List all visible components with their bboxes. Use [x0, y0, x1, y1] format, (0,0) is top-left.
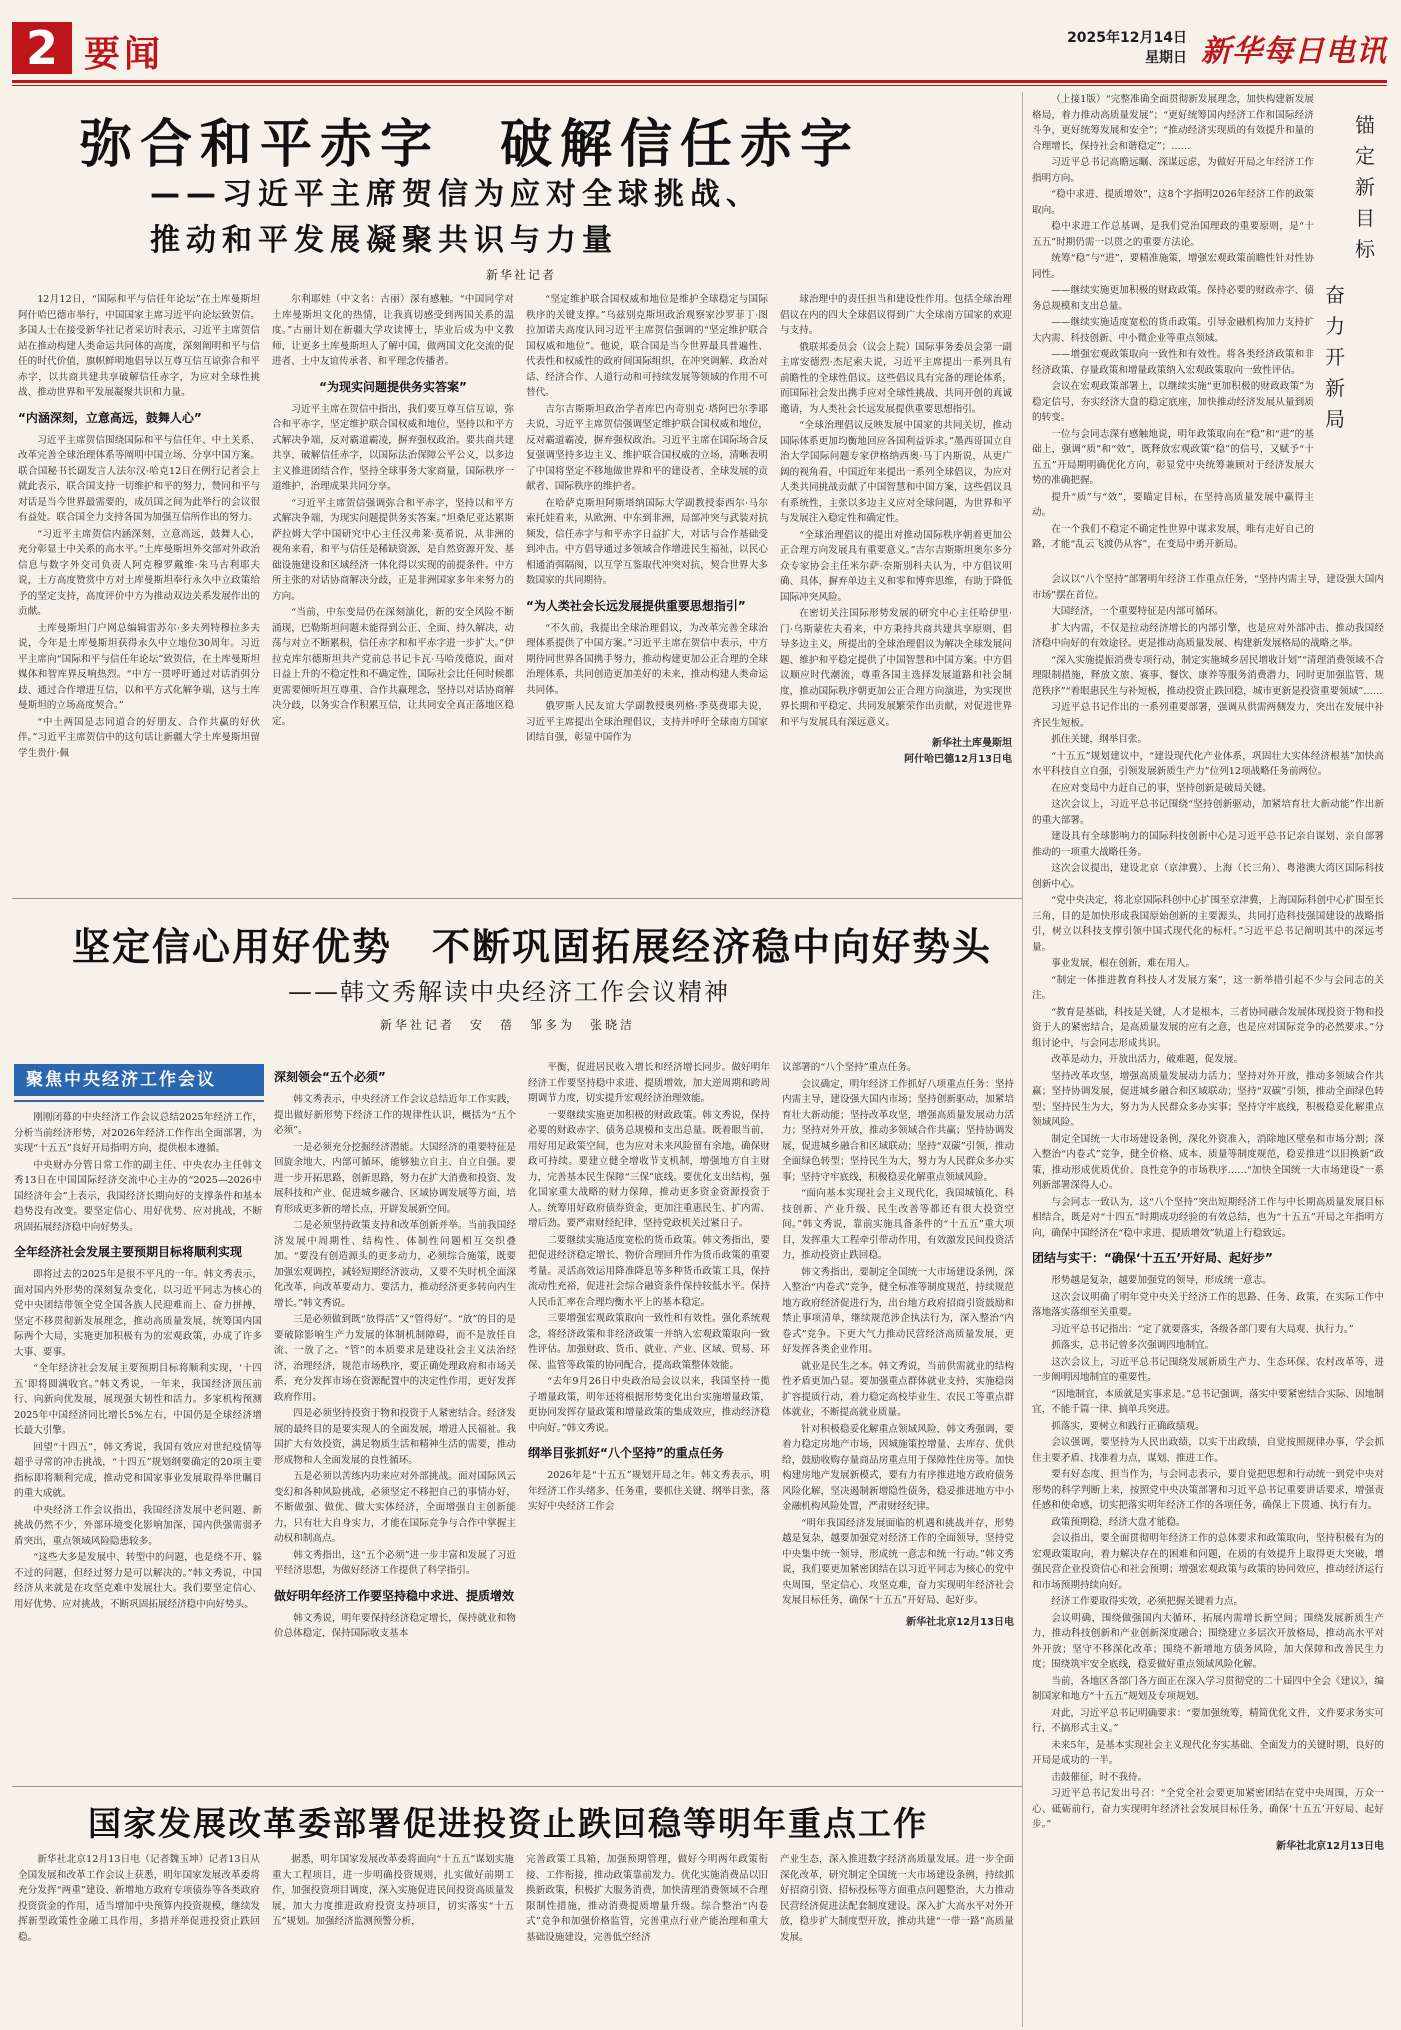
masthead [12, 22, 1387, 74]
paragraph: 韩文秀表示，中央经济工作会议总结近年工作实践，提出做好新形势下经济工作的规律性认识，概括为“五个必须”。 [274, 1094, 516, 1136]
side-label-char: 开 [1325, 345, 1345, 369]
paragraph: 四是必须坚持投资于物和投资于人紧密结合。经济发展的最终目的是要实现人的全面发展，增进人民福祉。我国扩大有效投资，满足物质生活和精神生活的需要，推动形成物和人全面发展的良性循环。 [274, 1408, 516, 1466]
article3-column-1 [18, 1852, 260, 2022]
side-label-char: 定 [1355, 144, 1375, 168]
paragraph: 平衡，促进居民收入增长和经济增长同步。做好明年经济工作要坚持稳中求进、提质增效，加大逆周期和跨周期调节力度，切实提升宏观经济治理效能。 [528, 1062, 770, 1104]
paragraph: 三是必须做到既“放得活”又“管得好”。“放”的目的是要破除影响生产力发展的体制机制障碍，而不是放任自流、一放了之。“管”的本质要求是建设社会主义法治经济，治理经济，规范市场秩序，要正确处理政府和市场关系，充分发挥市场在资源配置中的决定性作用，更好发挥政府作用。 [274, 1314, 516, 1403]
article1-column-1 [18, 292, 260, 890]
side-label-char: 锚 [1355, 113, 1375, 137]
side-label-char: 奋 [1325, 283, 1345, 307]
paragraph: “党中央决定，将北京国际科创中心扩围至京津冀，上海国际科创中心扩围至长三角，目的是加快形成我国原始创新的主要源头，共同打造科技强国建设的战略指引，树立以科技支撑引领中国式现代化的标杆。”习近平总书记阐明其中的深远考量。 [1032, 895, 1384, 953]
paragraph: 完善政策工具箱，加强预期管理，做好今明两年政策衔接、工作衔接，推动政策靠前发力。优化实施消费品以旧换新政策，积极扩大服务消费，加快清理消费领域不合理限制性措施，推动消费提质增量升级。综合整治“内卷式”竞争和加强价格监管，完善重点行业产能治理和重大基础设施建设，完善低空经济 [526, 1854, 768, 1943]
paragraph: 会议指出，要全面贯彻明年经济工作的总体要求和政策取向，坚持积极有为的宏观政策取向，着力解决存在的困难和问题，在质的有效提升上取得更大突破，增强民营企业投资信心和社会预期；增强宏观政策与政策的协同效应，推动经济运行和市场预期持续向好。 [1032, 1533, 1384, 1591]
brand-logo: 新华每日电讯 [1201, 34, 1387, 69]
article1-byline: 新华社记者 [486, 268, 557, 282]
article2-column-4 [782, 1060, 1014, 1778]
paragraph: 韩文秀指出，要制定全国统一大市场建设条例，深入整治“内卷式”竞争，健全标准等制度规范，持续规范地方政府经济促进行为，出台地方政府招商引资鼓励和禁止事项清单，继续规范涉企执法行为，深入整治“内卷式”竞争。下更大气力推动民营经济高质量发展，更好发挥各类企业作用。 [782, 1266, 1014, 1355]
side-label-char: 目 [1355, 206, 1375, 230]
subheading: 全年经济社会发展主要预期目标将顺利实现 [14, 1245, 243, 1259]
article2-byline: 新华社记者 安 蓓 邹多为 张晓洁 [380, 1018, 636, 1032]
paragraph: 习近平总书记发出号召：“全党全社会要更加紧密团结在党中央周围，万众一心、砥砺前行，奋力实现明年经济社会发展目标任务，确保‘十五五’开好局、起好步。” [1032, 1788, 1384, 1830]
paragraph: 形势越是复杂，越要加强党的领导，形成统一意志。 [1051, 1275, 1272, 1286]
paragraph: 尔利耶娃（中文名：古丽）深有感触。“中国同学对土库曼斯坦文化的热情，让我真切感受到两国关系的温度。”古丽计划在新疆大学攻读博士，毕业后成为中文教师，让更多土库曼斯坦人了解中国，做两国文化交流的促进者、土中友谊传承者、和平理念传播者。 [272, 294, 514, 367]
paragraph: 新华社北京12月13日电（记者魏玉坤）记者13日从全国发展和改革工作会议上获悉，明年国家发展改革委将充分发挥“两重”建设、新增地方政府专项债券等各类政府投资资金的作用，适当增加中央预算内投资规模，继续发挥新型政策性金融工具作用，多措并举促进投资止跌回稳。 [18, 1854, 260, 1943]
paragraph: “全球治理倡议反映发展中国家的共同关切，推动国际体系更加均衡地回应各国利益诉求。”墨西哥国立自治大学国际问题专家伊格纳西奥·马丁内斯说，从更广阔的视角看，中国近年来提出一系列全球倡议，为应对人类共同挑战贡献了中国智慧和中国方案，这些倡议具有系统性，主张以多边主义应对全球问题，为世界和平与发展注入稳定性和确定性。 [780, 420, 1012, 524]
paragraph: 经济工作要取得实效，必须把握关键着力点。 [1051, 1596, 1244, 1607]
feature-tag: 聚焦中央经济工作会议 [14, 1064, 264, 1096]
side-label-column-2 [1322, 280, 1348, 435]
paragraph: 二是必须坚持政策支持和改革创新并举。当前我国经济发展中周期性、结构性、体制性问题相互交织叠加。“要没有创造源头的更多动力，必须综合施策，既要加强宏观调控，减轻短期经济波动，又要不失时机全面深化改革，向改革要动力、要活力，推动经济更多转向内生增长。”韩文秀说。 [274, 1220, 516, 1309]
dateline-location: 新华社土库曼斯坦 [932, 738, 1012, 749]
paragraph: 与会同志一致认为，这“八个坚持”突出短期经济工作与中长期高质量发展目标相结合，既是对“十四五”时期成功经验的有效总结，也为“十五五”开局之年指明方向，确保中国经济在“稳中求进、提质增效”轨道上行稳致远。 [1032, 1196, 1384, 1239]
subheading: “为现实问题提供务实答案” [319, 379, 467, 394]
paragraph: “习近平主席贺信强调弥合和平赤字，坚持以和平方式解决争端，为现实问题提供务实答案。”坦桑尼亚达累斯萨拉姆大学中国研究中心主任汉弗莱·莫希说，从非洲的视角来看，和平与信任是稀缺资源，是自然资源开发、基础设施建设和区域经济一体化得以实现的前提条件。中方所主张的对话协商解决分歧，正是非洲国家多年来努力的方向。 [272, 497, 514, 602]
article1-headline: 弥合和平赤字 破解信任赤字 [80, 115, 861, 175]
paragraph: 改革是动力，开放出活力，破难题，促发展。 [1051, 1054, 1244, 1065]
article2-column-2 [274, 1060, 516, 1778]
paragraph: 俄罗斯人民友谊大学副教授奥列格·季莫费耶夫说，习近平主席提出全球治理倡议，支持并呼吁全球南方国家团结自强，彰显中国作为 [526, 701, 768, 743]
paragraph: ——继续实施更加积极的财政政策。保持必要的财政赤字、债务总规模和支出总量。 [1032, 285, 1314, 312]
paragraph: 当前，各地区各部门各方面正在深入学习贯彻党的二十届四中全会《建议》，编制国家和地方“十五五”规划及专项规划。 [1032, 1675, 1384, 1702]
paragraph: “稳中求进、提质增效”，这8个字指明2026年经济工作的政策取向。 [1032, 189, 1314, 216]
paragraph: 即将过去的2025年是很不平凡的一年。韩文秀表示，面对国内外形势的深刻复杂变化，以习近平同志为核心的党中央团结带领全党全国各族人民迎难而上、奋力拼搏，坚定不移贯彻新发展理念，推动高质量发展，统筹国内国际两个大局，实施更加积极有为的宏观政策，办成了许多大事、要事。 [14, 1269, 262, 1358]
side-label-char: 标 [1355, 237, 1375, 261]
paragraph: 击鼓催征，时不我待。 [1051, 1771, 1148, 1783]
paragraph: 吉尔吉斯斯坦政治学者库巴内奇别克·塔阿巴尔季耶夫说，习近平主席贺信强调坚定维护联合国权威和地位，反对霸道霸凌，摒弃强权政治。习近平主席在国际场合反复强调坚持多边主义、维护联合国权威的立场，清晰表明了中国将坚定不移地做世界和平的建设者、全球发展的贡献者、国际秩序的维护者。 [526, 403, 768, 492]
paragraph: 这次会议上，习近平总书记围绕发展新质生产力、生态环保、农村改革等，进一步阐明因地制宜的重要性。 [1032, 1356, 1384, 1383]
paragraph: 12月12日，“国际和平与信任年论坛”在土库曼斯坦阿什哈巴德市举行，中国国家主席习近平向论坛致贺信。多国人士在接受新华社记者采访时表示，习近平主席贺信站在推动构建人类命运共同体的高度，深刻阐明和平与信任的时代价值，旗帜鲜明地倡导以互尊互信互谅弥合和平赤字，以共商共建共享破解信任赤字，为应对全球性挑战、推动世界和平发展凝聚共识和力量。 [18, 294, 260, 398]
paragraph: 三要增强宏观政策取向一致性和有效性。强化系统观念，将经济政策和非经济政策一并纳入宏观政策取向一致性评估。加强财政、货币、就业、产业、区域、贸易、环保、监管等政策的协同配合，提高政策整体效能。 [528, 1313, 770, 1371]
article1-column-3 [526, 292, 768, 890]
divider [12, 898, 1022, 899]
paragraph: 要有好态度、担当作为，与会同志表示，要自觉把思想和行动统一到党中央对形势的科学判断上来，按照党中央决策部署和习近平总书记重要讲话要求，增强责任感和使命感，切实把落实明年经济工作的各项任务，确保上下贯通、执行有力。 [1032, 1469, 1384, 1511]
paragraph: 政策预期稳，经济大盘才能稳。 [1051, 1516, 1186, 1528]
paragraph: 中央经济工作会议指出，我国经济发展中老问题、新挑战仍然不少，外部环境变化影响加深，国内供强需弱矛盾突出，重点领域风险隐患较多。 [14, 1504, 262, 1547]
paragraph: “制定一体推进教育科技人才发展方案”，这一新举措引起不少与会同志的关注。 [1032, 974, 1384, 1001]
weekday-text: 星期日 [1145, 50, 1187, 66]
dateline: 新华社北京12月13日电 [1276, 1840, 1384, 1852]
divider [12, 1786, 1022, 1787]
masthead-rule-thin [12, 85, 1387, 86]
subheading: 纲举目张抓好“八个坚持”的重点任务 [528, 1446, 724, 1460]
article3-column-2 [272, 1852, 514, 2022]
paragraph: ——继续实施适度宽松的货币政策。引导金融机构加力支持扩大内需、科技创新、中小微企业等重点领域。 [1032, 317, 1314, 344]
paragraph: 抓住关键，纲举目张。 [1051, 734, 1148, 745]
paragraph: “这些大多是发展中、转型中的问题，也是绕不开、躲不过的问题，但经过努力是可以解决的。”韩文秀说，中国经济从来就是在攻坚克难中发展壮大。我们要坚定信心、用好优势、应对挑战，不断巩固拓展经济稳中向好势头。 [14, 1552, 262, 1610]
paragraph: 这次会议上，习近平总书记围绕“坚持创新驱动，加紧培育壮大新动能”作出新的重大部署。 [1032, 799, 1384, 826]
paragraph: “全年经济社会发展主要预期目标将顺利实现，‘十四五’即将圆满收官。”韩文秀说，一年来，我国经济顶压前行、向新向优发展，展现强大韧性和活力。多家机构预测2025年中国经济同比增长5%左右，中国仍是全球经济增长最大引擎。 [14, 1363, 262, 1436]
paragraph: 提升“质”与“效”，要瞄定目标，在坚持高质量发展中赢得主动。 [1032, 491, 1314, 518]
subheading: 深刻领会“五个必须” [274, 1070, 386, 1084]
paragraph: 会议以“八个坚持”部署明年经济工作重点任务，“坚持内需主导，建设强大国内市场”摆在首位。 [1032, 574, 1384, 601]
paragraph: “全球治理倡议的提出对推动国际秩序朝着更加公正合理方向发展具有重要意义。”吉尔吉斯斯坦奥尔多分众专家协会主任米尔萨·奈斯别科夫认为，中方倡议明确、具体，摒弃单边主义和零和博弈思维，有助于降低国际冲突风险。 [780, 529, 1012, 603]
paragraph: 俄联邦委员会（议会上院）国际事务委员会第一副主席安德烈·杰尼索夫说，习近平主席提出一系列具有前瞻性的全球性倡议。这些倡议具有完备的理论体系，而国际社会发出携手应对全球性挑战、共同开创的真诚邀请，为人类社会长远发展提供重要思想指引。 [780, 341, 1012, 415]
dateline: 阿什哈巴德12月13日电 [904, 754, 1012, 765]
side-label-char: 力 [1325, 314, 1345, 338]
paragraph: 抓落实，总书记曾多次强调四地制宜。 [1051, 1340, 1215, 1351]
paragraph: 抓落实，要树立和践行正确政绩观。 [1051, 1420, 1205, 1432]
paragraph: 习近平总书记指出：“定了就要落实，各级各部门要有大局观、执行力。” [1051, 1323, 1354, 1335]
paragraph: 习近平主席贺信围绕国际和平与信任年、中土关系、改革完善全球治理体系等阐明中国立场、分享中国方案。联合国秘书长副发言人法尔汉·哈克12日在例行记者会上就此表示，联合国支持一切维护和平的努力，赞同和平与对话是当今世界最需要的，成员国之间为此举行的会议很有益处。联合国全力支持各国为加强互信所作出的努力。 [18, 434, 260, 523]
paragraph: 二要继续实施适度宽松的货币政策。韩文秀指出，要把促进经济稳定增长、物价合理回升作为货币政策的重要考量。灵活高效运用降准降息等多种货币政策工具，保持流动性充裕，促进社会综合融资条件保持较低水平。保持人民币汇率在合理均衡水平上的基本稳定。 [528, 1234, 770, 1308]
paragraph: 在一个我们不稳定不确定性世界中谋求发展，唯有走好自己的路，才能“乱云飞渡仍从容”，在变局中勇开新局。 [1032, 523, 1314, 550]
issue-date [1067, 28, 1187, 68]
paragraph: 五是必须以苦练内功来应对外部挑战。面对国际风云变幻和各种风险挑战，必须坚定不移把自己的事情办好，不断做强、做优、做大实体经济，全面增强自主创新能力，只有壮大自身实力，才能在国际竞争与合作中掌握主动权和制高点。 [274, 1471, 516, 1544]
side-label-char: 新 [1355, 175, 1375, 199]
paragraph: 习近平总书记高瞻远瞩、深谋远虑，为做好开局之年经济工作指明方向。 [1032, 157, 1314, 184]
paragraph: 建设具有全球影响力的国际科技创新中心是习近平总书记亲自谋划、亲自部署推动的一项重大战略任务。 [1032, 831, 1384, 858]
subheading: 团结与实干：“确保‘十五五’开好局、起好步” [1032, 1251, 1273, 1265]
paragraph: “因地制宜，本质就是实事求是。”总书记强调，落实中要紧密结合实际、因地制宜，不能千篇一律、搞单兵突进。 [1032, 1388, 1384, 1415]
paragraph: 在应对变局中力赶自己的事，坚持创新是破局关键。 [1051, 782, 1272, 794]
paragraph: ——增强宏观政策取向一致性和有效性。将各类经济政策和非经济政策、存量政策和增量政策纳入宏观政策取向一致性评估。 [1032, 349, 1314, 376]
paragraph: （上接1版）“完整准确全面贯彻新发展理念，加快构建新发展格局，着力推动高质量发展”；“更好统筹国内经济工作和国际经济斗争，更好统筹发展和安全”；“推动经济实现质的有效提升和量的合理增长，保持社会和谐稳定”；…… [1032, 94, 1314, 152]
paragraph: 一是必须充分挖掘经济潜能。大国经济的重要特征是回旋余地大，内部可循环，能够独立自主、自立自强。要进一步开拓思路，创新思路，努力在扩大消费和投资、发展科技和产业、促进城乡融合、区域协调发展等方面，培育形成更多新的增长点，开辟发展新空间。 [274, 1141, 516, 1215]
paragraph: “深入实施提振消费专项行动，制定实施城乡居民增收计划”“清理消费领域不合理限制措施，释放文旅、赛事、餐饮、康养等服务消费潜力，同时更加强监管、规范秩序”“着眼惠民生与补短板，推动投资止跌回稳，城市更新是投资重要领域”…… [1032, 654, 1384, 697]
paragraph: 土库曼斯坦门户网总编辑雷苏尔·多夫列特穆拉多夫说，今年是土库曼斯坦获得永久中立地位30周年。习近平主席向“国际和平与信任年论坛”致贺信，在土库曼斯坦媒体和智库界反响热烈。“中方一贯呼吁通过对话消弭分歧、通过合作增进互信，以和平方式化解争端，这与土库曼斯坦的立场高度契合。” [18, 622, 260, 711]
article3-column-4 [780, 1852, 1014, 2022]
article2-headline: 坚定信心用好优势 不断巩固拓展经济稳中向好势头 [72, 925, 993, 969]
article3-column-3 [526, 1852, 768, 2022]
article3-headline: 国家发展改革委部署促进投资止跌回稳等明年重点工作 [88, 1804, 928, 1843]
article2-column-3 [528, 1060, 770, 1778]
paragraph: “十五五”规划建议中，“建设现代化产业体系，巩固壮大实体经济根基”加快高水平科技自立自强，引领发展新质生产力”位列12项战略任务前两位。 [1032, 750, 1384, 777]
paragraph: 统筹“稳”与“进”，要精准施策，增强宏观政策前瞻性针对性协同性。 [1032, 253, 1314, 280]
page-number: 2 [12, 22, 72, 74]
paragraph: 会议明确，围绕做强国内大循环，拓展内需增长新空间；围绕发展新质生产力，推动科技创新和产业创新深度融合；围绕建立多层次开放格局，推动高水平对外开放；坚守不移深化改革；围绕不新增地方债务风险，加大保障和改善民生力度；围绕筑牢安全底线，稳妥做好重点领域风险化解。 [1032, 1612, 1384, 1670]
paragraph: “习近平主席贺信内涵深刻，立意高远，鼓舞人心，充分彰显土中关系的高水平。”土库曼斯坦外交部对外政治信息与数字外交司负责人阿克穆罗戴维·朱马古利耶夫说，土方高度赞赏中方对土库曼斯坦奉行永久中立政策给予的坚定支持，高度评价中方为推动双边关系发展作出的贡献。 [18, 528, 260, 617]
paragraph: 回望“十四五”，韩文秀说，我国有效应对世纪疫情等超乎寻常的冲击挑战，“十四五”规划纲要确定的20项主要指标即将顺利完成，推动党和国家事业发展取得举世瞩目的重大成就。 [14, 1441, 262, 1499]
masthead-rule [12, 80, 1387, 83]
paragraph: “当前，中东变局仍在深刻演化，新的安全风险不断涌现，巴勒斯坦问题未能得到公正、全面、持久解决，动荡与对立不断累积，信任赤字和和平赤字进一步扩大。”伊拉克库尔德斯坦共产党前总书记卡瓦·马哈茂德说，面对日益上升的不稳定性和不确定性，国际社会比任何时候都更需要倾听坦互尊重、合作共赢理念，坚持以对话协商解决分歧，以务实合作积累互信，让共同安全真正落地区稳定。 [272, 607, 514, 727]
paragraph: 在哈萨克斯坦阿斯塔纳国际大学副教授泰西尔·马尔索托娃看来，从欧洲、中东到非洲，局部冲突与武装对抗频发，信任赤字与和平赤字日益扩大，对话与合作基础受到冲击。中方倡导通过多领域合作增进民生福祉，以民心相通消弭隔阂，以互学互鉴取代冲突对抗，契合世界大多数国家的共同期待。 [526, 497, 768, 586]
article2-subhead: ——韩文秀解读中央经济工作会议精神 [288, 978, 730, 1006]
paragraph: “坚定维护联合国权威和地位是维护全球稳定与国际秩序的关键支撑。”乌兹别克斯坦政治观察家沙罗菲丁·图拉加诺夫高度认同习近平主席贺信强调的“坚定维护联合国权威和地位”。他说，联合国是当今世界最具普遍性、代表性和权威性的政府间国际组织，在冲突调解、政治对话、经济合作、人道行动和可持续发展等领域的作用不可替代。 [526, 294, 768, 398]
paragraph: 韩文秀指出，这“五个必须”进一步丰富和发展了习近平经济思想，为做好经济工作提供了科学指引。 [274, 1549, 516, 1576]
article1-column-2 [272, 292, 514, 890]
paragraph: “教育是基础，科技是关键，人才是根本，三者协同融合发展体现投资于物和投资于人的紧密结合，是高质量发展的应有之意，也是应对国际竞争的必然要求。”分组讨论中，与会同志形成共识。 [1032, 1006, 1384, 1049]
paragraph: 扩大内需，不仅是拉动经济增长的内部引擎，也是应对外部冲击、推动我国经济稳中向好的有效途径。更是推动高质量发展、构建新发展格局的战略之举。 [1032, 622, 1384, 649]
paragraph: 坚持改革攻坚，增强高质量发展动力活力；坚持对外开放，推动多领域合作共赢；坚持协调发展，促进城乡融合和区域联动；坚持“双碳”引领，推动全面绿色转型；坚持民生为大，努力为人民群众多办实事；坚持守牢底线，积极稳妥化解重点领域风险。 [1032, 1070, 1384, 1128]
paragraph: 2026年是“十五五”规划开局之年。韩文秀表示，明年经济工作头绪多、任务重，要抓住关键、纲举目张，落实好中央经济工作会 [528, 1470, 770, 1512]
subheading: 做好明年经济工作要坚持稳中求进、提质增效 [274, 1588, 515, 1603]
article1-subhead-line1: ——习近平主席贺信为应对全球挑战、 [150, 177, 762, 212]
article1-subhead [150, 172, 980, 264]
paragraph: “面向基本实现社会主义现代化，我国城镇化、科技创新、产业升级、民生改善等都还有很大投资空间。”韩文秀说，靠前实施具备条件的“十五五”重大项目，发挥重大工程牵引带动作用，有效激发民间投资活力，推动投资止跌回稳。 [782, 1188, 1014, 1261]
paragraph: 球治理中的责任担当和建设性作用。包括全球治理倡议在内的四大全球倡议得到广大全球南方国家的欢迎与支持。 [780, 294, 1012, 336]
paragraph: 大国经济，一个重要特征是内部可循环。 [1051, 606, 1224, 617]
paragraph: 刚刚闭幕的中央经济工作会议总结2025年经济工作，分析当前经济形势，对2026年经济工作作出全面部署，为实现“十五五”良好开局指明方向，提供根本遵循。 [14, 1112, 262, 1154]
side-label-column-1 [1352, 110, 1378, 265]
paragraph: 制定全国统一大市场建设条例，深化外资准入，消除地区壁垒和市场分割；深入整治“内卷式”竞争，健全价格、成本、质量等制度规范，稳妥推进“以旧换新”政策，推动形成优质优价、良性竞争的市场秩序……“加快全国统一大市场建设”一系列新部署深得人心。 [1032, 1133, 1384, 1191]
subheading: “内涵深刻，立意高远，鼓舞人心” [18, 410, 202, 425]
paragraph: 一位与会同志深有感触地说，明年政策取向在“稳”和“进”的基础上，强调“质”和“效”，既释放宏观政策“稳”的信号，又赋予“十五五”开局期明确优化方向，彰显党中央统筹兼顾对于经济发展大势的准确把握。 [1032, 428, 1314, 486]
paragraph: 未来5年，是基本实现社会主义现代化夯实基础、全面发力的关键时期，良好的开局是成功的一半。 [1032, 1739, 1384, 1766]
sidebar-column-main [1032, 572, 1384, 2024]
side-label-char: 新 [1325, 376, 1345, 400]
dateline: 新华社北京12月13日电 [906, 1616, 1014, 1628]
sidebar-divider [1022, 92, 1023, 2027]
paragraph: 一要继续实施更加积极的财政政策。韩文秀说，保持必要的财政赤字、债务总规模和支出总量。既着眼当前，用好用足政策空间，也为应对未来风险留有余地，确保财政可持续。要建立健全增收节支机制，增强地方自主财力，完善基本民生保障“三保”底线。要优化支出结构，强化国家重大战略的财力保障，推动更多资金资源投资于人。统筹用好政府债券资金，更加注重惠民生、扩内需、增后劲。要严肃财经纪律，坚持党政机关过紧日子。 [528, 1109, 770, 1229]
section-name: 要闻 [84, 34, 165, 75]
paragraph: 会议强调，要坚持为人民出政绩，以实干出政绩，自觉按照规律办事，学会抓住主要矛盾、找准着力点，谋划、推进工作。 [1032, 1437, 1384, 1464]
paragraph: “中土两国是志同道合的好朋友、合作共赢的好伙伴。”习近平主席贺信中的这句话让新疆大学土库曼斯坦留学生贵什·佩 [18, 716, 260, 759]
paragraph: 产业生态，深入推进数字经济高质量发展。进一步全面深化改革，研究制定全国统一大市场建设条例，持续抓好招商引资、招标投标等方面重点问题整治，大力推动民营经济促进法配套制度建设。深入扩大高水平对外开放，稳步扩大制度型开放，推动共建“一带一路”高质量发展。 [780, 1854, 1014, 1943]
paragraph: 在密切关注国际形势发展的研究中心主任哈伊里·门·乌斯蒙佐夫看来，中方秉持共商共建共享原则，倡导多边主义，所提出的全球治理倡议为解决全球发展问题、维护和平稳定提供了中国智慧和中国方案。中方倡议顺应时代潮流，尊重各国主选择发展道路和社会制度，推动国际秩序朝更加公正合理方向演进，为实现世界长期和平稳定、共同发展繁荣作出贡献，对促进世界和平与发展具有深远意义。 [780, 608, 1012, 728]
article1-subhead-line2: 推动和平发展凝聚共识与力量 [150, 223, 618, 258]
paragraph: “明年我国经济发展面临的机遇和挑战并存，形势越是复杂，越要加强党对经济工作的全面领导，坚持党中央集中统一领导，形成统一意志和统一行动。”韩文秀说，我们要更加紧密团结在以习近平同志为核心的党中央周围，坚定信心、攻坚克难，奋力实现明年经济社会发展目标任务，确保“十五五”开好局、起好步。 [782, 1517, 1014, 1606]
paragraph: 针对积极稳妥化解重点领域风险，韩文秀强调，要着力稳定房地产市场，因城施策控增量、去库存、优供给，鼓励收购存量商品房重点用于保障性住房等。加快构建房地产发展新模式，要有力有序推进地方政府债务风险化解，坚决遏制新增隐性债务，稳妥推进地方中小金融机构风险处置，严肃财经纪律。 [782, 1423, 1014, 1512]
paragraph: 据悉，明年国家发展改革委将面向“十五五”谋划实施重大工程项目，进一步明确投资规则，扎实做好前期工作，加强投资项目调度，深入实施促进民间投资高质量发展，加大力度推进政府投资支持项目，切实落实“十五五”规划。加强经济监测预警分析， [272, 1854, 514, 1927]
article2-column-1 [14, 1110, 262, 1778]
paragraph: 对此，习近平总书记明确要求：“要加强统筹，精简优化文件，文件要求务实可行，不搞形式主义。” [1032, 1707, 1384, 1734]
paragraph: 习近平总书记作出的一系列重要部署，强调从供需两侧发力，突出在发展中补齐民生短板。 [1032, 702, 1384, 729]
side-label-char: 局 [1325, 407, 1345, 431]
feature-tag-rule [14, 1100, 264, 1102]
paragraph: 事业发展，根在创新，难在用人。 [1051, 958, 1196, 969]
paragraph: 韩文秀说，明年要保持经济稳定增长，保持就业和物价总体稳定，保持国际收支基本 [274, 1612, 516, 1639]
paragraph: 中央财办分管日常工作的副主任、中央农办主任韩文秀13日在中国国际经济交流中心主办的“2025—2026中国经济年会”上表示，我国经济长期向好的支撑条件和基本趋势没有改变。要坚定信心、用好优势、应对挑战，不断巩固拓展经济稳中向好势头。 [14, 1159, 262, 1233]
paragraph: 会议在宏观政策部署上，以继续实施“更加积极的财政政策”为稳定信号，夯实经济大盘的稳定底座，加快推动经济发展从量到质的转变。 [1032, 381, 1314, 423]
sidebar-column-top [1032, 92, 1314, 572]
paragraph: 这次会议提出，建设北京（京津冀）、上海（长三角）、粤港澳大湾区国际科技创新中心。 [1032, 863, 1384, 890]
date-text: 2025年12月14日 [1067, 30, 1187, 46]
paragraph: 就业是民生之本。韩文秀说，当前供需就业的结构性矛盾更加凸显。要加强重点群体就业支持，实施稳岗扩容提质行动，着力稳定高校毕业生、农民工等重点群体就业，不断提高就业质量。 [782, 1360, 1014, 1418]
paragraph: 习近平主席在贺信中指出，我们要互尊互信互谅，弥合和平赤字，坚定维护联合国权威和地位，坚持以和平方式解决争端，反对霸道霸凌，摒弃强权政治。要共商共建共享，破解信任赤字，以国际法治保障公平公义，以多边主义推进团结合作，坚持全球事务大家商量，国际秩序一道维护，治理成果共同分享。 [272, 403, 514, 492]
paragraph: 会议确定，明年经济工作抓好八项重点任务：坚持内需主导，建设强大国内市场；坚持创新驱动，加紧培育壮大新动能；坚持改革攻坚，增强高质量发展动力活力；坚持对外开放，推动多领域合作共赢；坚持协调发展，促进城乡融合和区域联动；坚持“双碳”引领，推动全面绿色转型；坚持民生为大，努力为人民群众多办实事；坚持守牢底线，积极稳妥化解重点领域风险。 [782, 1078, 1014, 1183]
paragraph: 稳中求进工作总基调，是我们党治国理政的重要原则，是“十五五”时期仍需一以贯之的重要方法论。 [1032, 221, 1314, 248]
subheading: “为人类社会长远发展提供重要思想指引” [526, 598, 746, 613]
paragraph: “去年9月26日中央政治局会议以来，我国坚持一揽子增量政策，明年还将根据形势变化出台实施增量政策，更协同发挥存量政策和增量政策的集成效应，推动经济稳中向好。”韩文秀说。 [528, 1376, 770, 1434]
paragraph: 这次会议明确了明年党中央关于经济工作的思路、任务、政策，在实际工作中落地落实落细至关重要。 [1032, 1291, 1384, 1318]
article1-column-4 [780, 292, 1012, 890]
paragraph: 议部署的“八个坚持”重点任务。 [782, 1062, 917, 1073]
paragraph: “不久前，我提出全球治理倡议，为改革完善全球治理体系提供了中国方案。”习近平主席在贺信中表示，中方期待同世界各国携手努力，推动构建更加公正合理的全球治理体系，共同创造更加美好的未来，推动构建人类命运共同体。 [526, 622, 768, 696]
